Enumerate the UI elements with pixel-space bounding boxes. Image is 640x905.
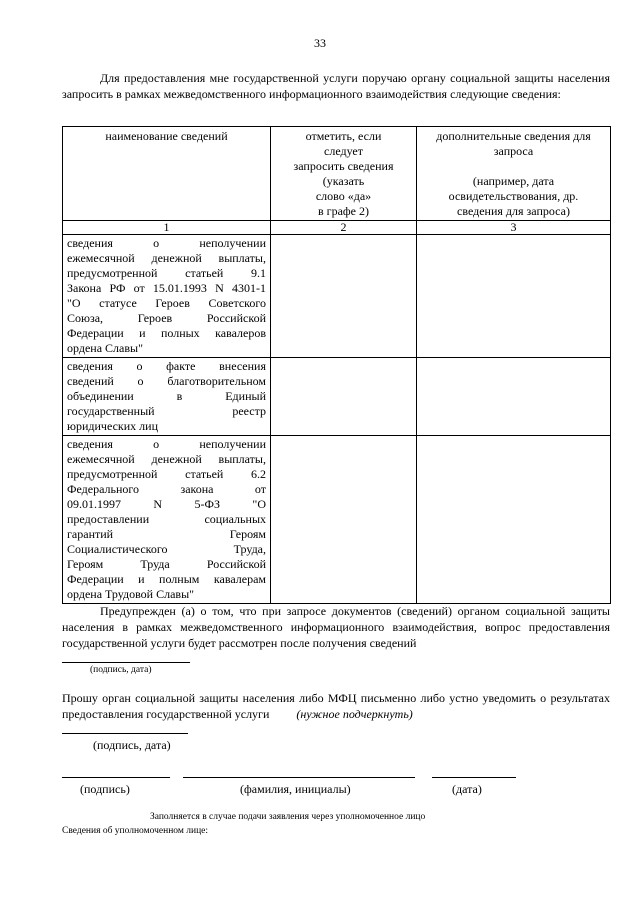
row-line: сведения о факте внесения bbox=[67, 359, 266, 373]
header-line: в графе 2) bbox=[317, 204, 369, 218]
bottom-date-line[interactable] bbox=[432, 777, 516, 778]
column-number: 3 bbox=[417, 221, 611, 235]
extra-info-cell[interactable] bbox=[417, 436, 611, 604]
signature-caption-2: (подпись, дата) bbox=[93, 738, 171, 752]
header-cell-name bbox=[63, 127, 271, 221]
column-number-row bbox=[63, 221, 611, 235]
row-line: Федерального закона от bbox=[67, 482, 266, 496]
header-line: наименование сведений bbox=[105, 129, 228, 143]
table-header-row bbox=[63, 127, 611, 221]
warning-text: Предупрежден (а) о том, что при запросе документов (сведений) органом социальной защиты населения в рамках межведомственного информационного взаимодействия, вопрос предоставления государственной услуги будет рассмотрен после получения сведений bbox=[62, 604, 610, 650]
mark-cell[interactable] bbox=[271, 436, 417, 604]
table-row bbox=[63, 436, 611, 604]
extra-info-cell[interactable] bbox=[417, 358, 611, 436]
row-description bbox=[63, 358, 271, 436]
row-line: сведения о неполучении bbox=[67, 437, 266, 451]
bottom-name-line[interactable] bbox=[183, 777, 415, 778]
row-line: сведения о неполучении bbox=[67, 236, 266, 250]
extra-info-cell[interactable] bbox=[417, 235, 611, 358]
header-line: сведения для запроса) bbox=[457, 204, 570, 218]
row-line: Союза, Героев Российской bbox=[67, 311, 266, 325]
notify-hint: (нужное подчеркнуть) bbox=[296, 707, 413, 721]
proxy-info-label: Сведения об уполномоченном лице: bbox=[62, 826, 209, 836]
warning-paragraph bbox=[62, 603, 610, 651]
column-number: 1 bbox=[63, 221, 271, 235]
row-line: сведений о благотворительном bbox=[67, 374, 266, 388]
row-description bbox=[63, 235, 271, 358]
row-line: предусмотренной статьей 6.2 bbox=[67, 467, 266, 481]
signature-line-1[interactable] bbox=[62, 662, 190, 663]
table-row bbox=[63, 235, 611, 358]
row-line: предоставлении социальных bbox=[67, 512, 266, 526]
header-line: (например, дата bbox=[472, 174, 555, 188]
header-line: освидетельствования, др. bbox=[448, 189, 579, 203]
row-line: 09.01.1997 N 5-ФЗ "О bbox=[67, 497, 266, 511]
row-description bbox=[63, 436, 271, 604]
row-line: "О статусе Героев Советского bbox=[67, 296, 266, 310]
header-cell-extra bbox=[417, 127, 611, 221]
row-line: Закона РФ от 15.01.1993 N 4301-1 bbox=[67, 281, 266, 295]
row-line: Федерации и полных кавалеров bbox=[67, 326, 266, 340]
row-line: ордена Трудовой Славы" bbox=[67, 587, 195, 601]
proxy-note: Заполняется в случае подачи заявления через уполномоченное лицо bbox=[150, 812, 426, 822]
row-line: юридических лиц bbox=[67, 419, 158, 433]
row-line: ежемесячной денежной выплаты, bbox=[67, 452, 266, 466]
mark-cell[interactable] bbox=[271, 358, 417, 436]
row-line: Федерации и полным кавалерам bbox=[67, 572, 266, 586]
row-line: предусмотренной статьей 9.1 bbox=[67, 266, 266, 280]
notify-text: Прошу орган социальной защиты населения либо МФЦ письменно либо устно уведомить о результатах предоставления государственной услуги bbox=[62, 691, 610, 721]
header-line: запросить сведения bbox=[293, 159, 394, 173]
row-line: государственный реестр bbox=[67, 404, 266, 418]
row-line: ордена Славы" bbox=[67, 341, 143, 355]
header-line: слово «да» bbox=[315, 189, 372, 203]
row-line: ежемесячной денежной выплаты, bbox=[67, 251, 266, 265]
intro-text: Для предоставления мне государственной услуги поручаю органу социальной защиты населения запросить в рамках межведомственного информационного взаимодействия следующие сведения: bbox=[62, 71, 610, 101]
page-number: 33 bbox=[314, 36, 326, 50]
header-spacer bbox=[421, 159, 606, 174]
row-line: объединении в Единый bbox=[67, 389, 266, 403]
header-line: (указать bbox=[322, 174, 365, 188]
table-row bbox=[63, 358, 611, 436]
header-line: отметить, если bbox=[305, 129, 382, 143]
bottom-signature-line[interactable] bbox=[62, 777, 170, 778]
column-number: 2 bbox=[271, 221, 417, 235]
header-line: дополнительные сведения для bbox=[436, 129, 591, 143]
header-line: запроса bbox=[493, 144, 534, 158]
mark-cell[interactable] bbox=[271, 235, 417, 358]
request-table bbox=[62, 126, 611, 604]
caption-signature: (подпись) bbox=[80, 782, 130, 796]
intro-paragraph bbox=[62, 70, 610, 102]
signature-caption-1: (подпись, дата) bbox=[90, 665, 152, 675]
signature-line-2[interactable] bbox=[62, 733, 188, 734]
notify-paragraph bbox=[62, 690, 610, 722]
caption-date: (дата) bbox=[452, 782, 482, 796]
row-line: Героям Труда Российской bbox=[67, 557, 266, 571]
header-cell-mark bbox=[271, 127, 417, 221]
caption-name: (фамилия, инициалы) bbox=[240, 782, 351, 796]
header-line: следует bbox=[324, 144, 363, 158]
row-line: гарантий Героям bbox=[67, 527, 266, 541]
row-line: Социалистического Труда, bbox=[67, 542, 266, 556]
